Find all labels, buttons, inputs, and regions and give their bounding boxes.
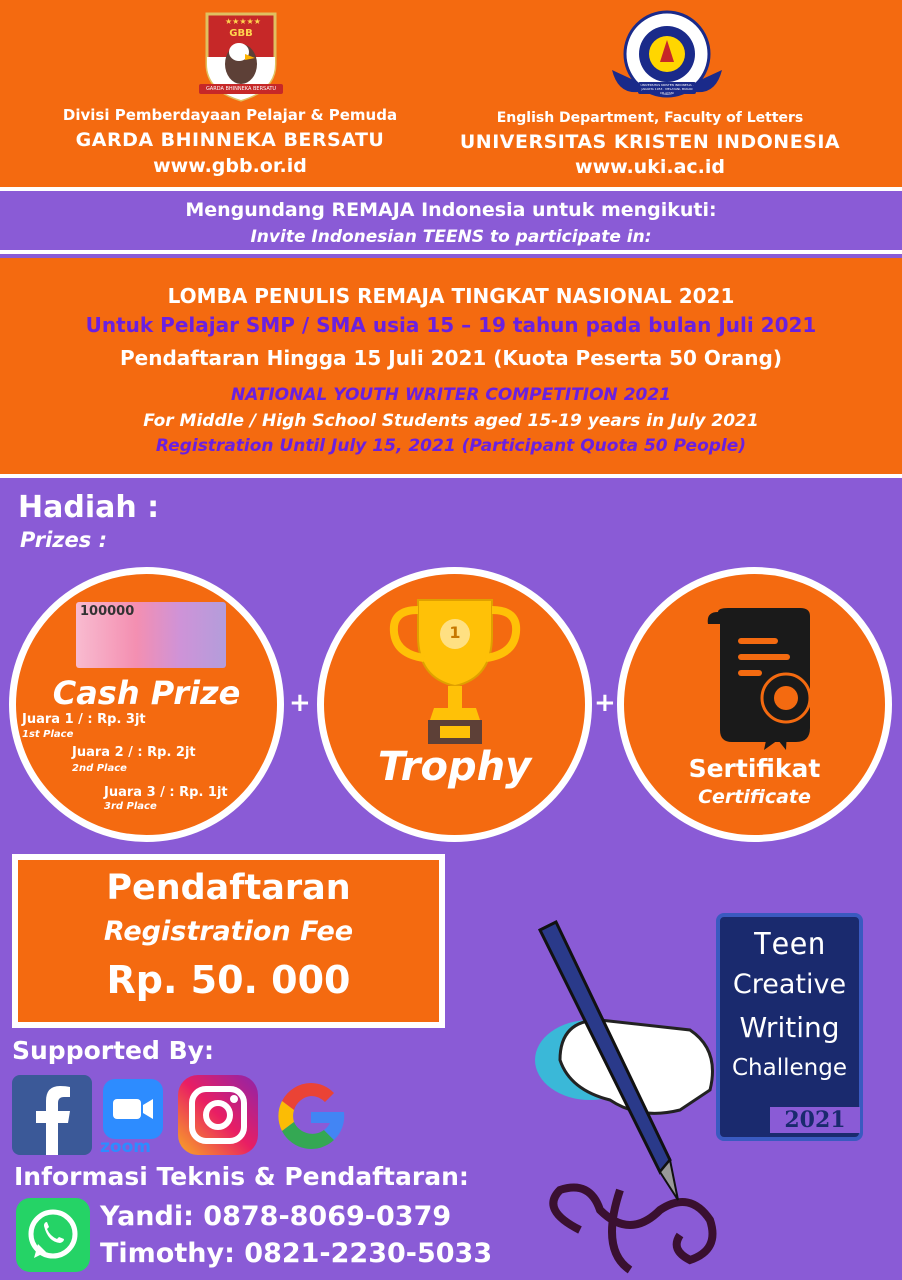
juara-3: Juara 3 / : Rp. 1jt — [104, 785, 228, 800]
header-band — [0, 0, 902, 187]
place-1: 1st Place — [22, 729, 74, 740]
competition-band — [0, 258, 902, 478]
competition-title-id: LOMBA PENULIS REMAJA TINGKAT NASIONAL 2021 — [167, 284, 735, 308]
teen-line-3: Writing — [739, 1011, 840, 1044]
competition-registration-id: Pendaftaran Hingga 15 Juli 2021 (Kuota Peserta 50 Orang) — [119, 346, 782, 370]
gbb-logo — [195, 12, 287, 102]
place-2: 2nd Place — [72, 763, 127, 774]
gbb-badge-text: GBB — [229, 28, 253, 39]
competition-title-en: NATIONAL YOUTH WRITER COMPETITION 2021 — [230, 385, 672, 405]
certificate-circle — [617, 567, 892, 842]
trophy-title: Trophy — [377, 744, 532, 790]
juara-2: Juara 2 / : Rp. 2jt — [72, 745, 196, 760]
teen-line-4: Challenge — [732, 1055, 847, 1081]
juara-1: Juara 1 / : Rp. 3jt — [22, 712, 146, 727]
whatsapp-icon[interactable] — [16, 1198, 90, 1272]
certificate-icon — [702, 602, 822, 752]
contact-yandi[interactable]: Yandi: 0878-8069-0379 — [100, 1201, 452, 1232]
gbb-name: GARDA BHINNEKA BERSATU — [75, 129, 385, 151]
invite-text-id: Mengundang REMAJA Indonesia untuk mengikuti: — [185, 199, 717, 221]
zoom-label: zoom — [100, 1137, 151, 1157]
plus-sign-2: + — [594, 688, 616, 718]
trophy-circle — [317, 567, 592, 842]
teen-line-1: Teen — [753, 927, 826, 962]
instagram-icon — [178, 1075, 258, 1155]
invite-text-en: Invite Indonesian TEENS to participate in: — [250, 227, 652, 247]
cash-prize-title: Cash Prize — [52, 674, 241, 712]
fee-amount: Rp. 50. 000 — [106, 958, 351, 1002]
competition-target-id: Untuk Pelajar SMP / SMA usia 15 – 19 tahun pada bulan Juli 2021 — [85, 313, 817, 337]
facebook-icon — [12, 1075, 92, 1155]
uki-department: English Department, Faculty of Letters — [496, 110, 804, 126]
place-3: 3rd Place — [104, 801, 157, 812]
certificate-subtitle: Certificate — [698, 786, 811, 808]
uki-url[interactable]: www.uki.ac.id — [575, 156, 725, 178]
zoom-icon — [103, 1079, 163, 1139]
banknote-image — [76, 602, 226, 668]
plus-sign-1: + — [289, 688, 311, 718]
uki-seal-text: UNIVERSITAS KRISTEN INDONESIA · JAKARTA 1953 · MELAYANI, BUKAN DILAYANI — [640, 83, 694, 94]
gbb-url[interactable]: www.gbb.or.id — [153, 155, 307, 177]
supported-heading: Supported By: — [12, 1036, 214, 1065]
trophy-number: 1 — [449, 623, 461, 642]
teen-challenge-box — [716, 913, 863, 1141]
google-icon — [270, 1075, 352, 1157]
teen-year: 2021 — [770, 1107, 860, 1133]
competition-registration-en: Registration Until July 15, 2021 (Participant Quota 50 People) — [155, 436, 747, 456]
fee-subtitle: Registration Fee — [103, 916, 354, 947]
prizes-heading: Hadiah : — [18, 490, 160, 525]
prizes-subheading: Prizes : — [20, 528, 107, 552]
trophy-icon — [388, 592, 522, 752]
gbb-logo-ribbon: GARDA BHINNEKA BERSATU — [205, 86, 277, 92]
uki-name: UNIVERSITAS KRISTEN INDONESIA — [459, 131, 841, 153]
fee-title: Pendaftaran — [106, 868, 351, 908]
svg-text:★★★★★: ★★★★★ — [225, 17, 261, 26]
teen-line-2: Creative — [732, 969, 847, 1000]
cash-prize-circle — [9, 567, 284, 842]
competition-target-en: For Middle / High School Students aged 15-19 years in July 2021 — [143, 411, 759, 431]
contact-heading: Informasi Teknis & Pendaftaran: — [14, 1162, 469, 1191]
registration-fee-box — [12, 854, 445, 1028]
banknote-value: 100000 — [80, 604, 135, 619]
certificate-title: Sertifikat — [688, 754, 821, 783]
gbb-division: Divisi Pemberdayaan Pelajar & Pemuda — [62, 106, 398, 124]
contact-timothy[interactable]: Timothy: 0821-2230-5033 — [100, 1238, 493, 1269]
invite-band — [0, 187, 902, 254]
uki-seal — [608, 10, 726, 102]
pen-hand-illustration — [520, 910, 740, 1280]
